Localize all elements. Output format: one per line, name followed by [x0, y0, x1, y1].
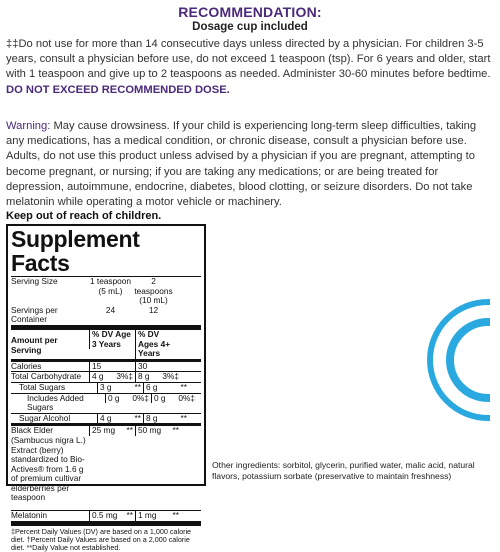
directions-bold: DO NOT EXCEED RECOMMENDED DOSE.: [6, 83, 230, 96]
elder-amount-2: 50 mg: [138, 425, 162, 436]
directions-paragraph: [6, 37, 492, 98]
serving-1: 1 teaspoon (5 mL): [89, 276, 132, 296]
dv-2: 0%‡: [178, 392, 195, 403]
supplement-footnote: ‡Percent Daily Values (DV) are based on a 1,000 calorie diet. †Percent Daily Values are based on a 2,000 calorie diet. **Daily Value not established.: [11, 521, 201, 552]
nutrient-name: Total Carbohydrate: [11, 371, 82, 382]
recommendation-title: RECOMMENDATION:: [178, 4, 322, 20]
elder-row: [11, 423, 201, 503]
warning-paragraph: [6, 119, 492, 210]
elder-dv-2: **: [172, 425, 179, 436]
dv-2: **: [180, 412, 187, 423]
nutrient-row: [11, 371, 201, 382]
amount-2: 30: [138, 360, 148, 371]
amount-2: 0 g: [154, 392, 166, 403]
nutrient-name: Includes Added Sugars: [27, 392, 84, 413]
amount-1: 3 g: [100, 381, 112, 392]
dv-1: **: [134, 381, 141, 392]
servings-per-container-label: Servings per Container: [11, 304, 58, 325]
servings-2: 12: [148, 304, 159, 315]
nutrient-row: [11, 393, 201, 413]
amount-1: 4 g: [92, 371, 104, 382]
servings-1: 24: [105, 304, 116, 315]
amount-1: 4 g: [100, 412, 112, 423]
serving-size-label: Serving Size: [11, 276, 58, 286]
amount-label: Amount per Serving: [11, 334, 58, 355]
keep-out-notice: Keep out of reach of children.: [6, 210, 162, 222]
nutrient-row: [11, 382, 201, 393]
warning-label: Warning:: [6, 120, 51, 132]
melatonin-dv-2: **: [172, 510, 179, 521]
dv-col-1: % DV Age 3 Years: [89, 330, 135, 349]
melatonin-amount-2: 1 mg: [138, 510, 157, 521]
supplement-facts-heading: Supplement Facts: [11, 226, 140, 276]
directions-text: ‡‡Do not use for more than 14 consecutive days unless directed by a physician. For children 3-5 years, consult a physician before use, do not exceed 1 teaspoon (tsp). For 6 years and older, start with 1 teaspoon and give up to 2 teaspoons as needed. Administer 30-60 minutes before bedtime.: [6, 38, 491, 81]
dv-2: [179, 362, 181, 372]
amount-2: 6 g: [146, 381, 158, 392]
dv-1: 0%‡: [132, 392, 149, 403]
serving-2: 2 teaspoons (10 mL): [134, 276, 173, 306]
nutrient-row: [11, 413, 201, 424]
melatonin-row: [11, 510, 201, 521]
amount-2: 8 g: [146, 412, 158, 423]
melatonin-amount-1: 0.5 mg: [92, 510, 118, 521]
amount-2: 8 g: [138, 371, 150, 382]
nutrient-name: Sugar Alcohol: [19, 412, 71, 423]
amount-1: 0 g: [108, 392, 120, 403]
elder-amount-1: 25 mg: [92, 425, 116, 436]
supplement-facts-panel: [6, 224, 206, 552]
melatonin-name: Melatonin: [11, 510, 47, 521]
melatonin-dv-1: **: [126, 510, 133, 521]
nutrient-row: [11, 359, 201, 372]
dv-1: 3%‡: [116, 371, 133, 382]
nutrient-name: Calories: [11, 360, 42, 371]
amount-header-row: [11, 325, 201, 359]
dv-col-2: % DV Ages 4+ Years: [135, 330, 181, 359]
elder-dv-1: **: [126, 425, 133, 436]
dv-2: **: [180, 381, 187, 392]
other-ingredients: Other ingredients: sorbitol, glycerin, purified water, malic acid, natural flavors, potassium sorbate (preservative to maintain freshness): [212, 460, 475, 481]
serving-size-row: [11, 276, 201, 306]
concentric-rings-icon: [400, 295, 490, 425]
warning-text: May cause drowsiness. If your child is experiencing long-term sleep difficulties, taking any medications, has a medical condition, or chronic disease, consult a physician before use. Adults, do not use this product unless advised by a physician if you are pregnant, attempting to become pregnant, or nursing; if you are taking any medications; or are being treated for depression, autoimmune, endocrine, diabetes, blood clotting, or seizure disorders. Do not take melatonin while operating a motor vehicle or machinery.: [6, 120, 477, 209]
elder-name: Black Elder (Sambucus nigra L.) Extract (berry) standardized to Bio-Actives® from 1.6 g of premium cultivar elderberries per teaspoon: [11, 425, 86, 503]
dosage-note: Dosage cup included: [192, 21, 308, 33]
servings-per-container-row: [11, 306, 201, 325]
nutrient-name: Total Sugars: [19, 381, 66, 392]
dv-1: **: [134, 412, 141, 423]
dv-2: 3%‡: [162, 371, 179, 382]
amount-1: 15: [92, 360, 102, 371]
